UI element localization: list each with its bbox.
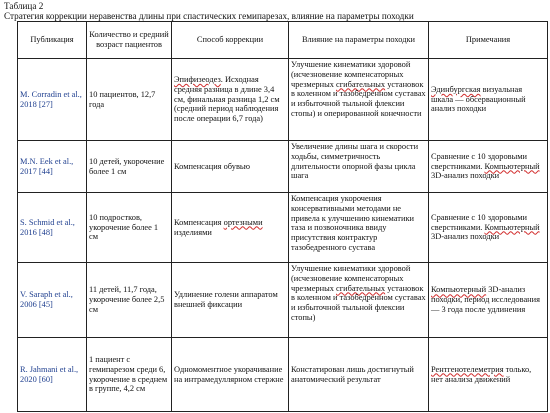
header-publication: Публикация (18, 22, 87, 59)
method-cell: Одномоментное укорачивание на интрамедуллярном стержне (172, 338, 289, 412)
publication-cell[interactable]: V. Saraph et al., 2006 [45] (18, 263, 87, 338)
effect-cell: Увеличение длины шага и скорости ходьбы, симметричность длительности опорной фазы цикла шага (289, 141, 429, 193)
table-title: Стратегия коррекции неравенства длины при спастических гемипарезах, влияние на параметры походки (4, 11, 414, 21)
effect-cell: Улучшение кинематики здоровой (исчезновение компенсаторных чрезмерных сгибательных установок в коленном и тазобедренном суставах и избыточной тыльной флексии стопы) и оперированной конечности (289, 59, 429, 141)
table-caption (4, 1, 414, 21)
patients-cell: 1 пациент с гемипарезом среди 6, укорочение в среднем в группе, 4,2 см (87, 338, 172, 412)
table-row (18, 141, 548, 193)
publication-cell[interactable]: S. Schmid et al., 2016 [48] (18, 193, 87, 263)
table-row (18, 263, 548, 338)
effect-cell: Констатирован лишь достигнутый анатомический результат (289, 338, 429, 412)
header-method: Способ коррекции (172, 22, 289, 59)
patients-cell: 10 детей, укорочение более 1 см (87, 141, 172, 193)
gait-correction-table (17, 21, 548, 412)
method-cell: Эпифизеодез. Исходная средняя разница в длине 3,4 см, финальная разница 1,2 см (средний период наблюдения после операции 6,7 года) (172, 59, 289, 141)
header-notes: Примечания (429, 22, 548, 59)
header-patients: Количество и средний возраст пациентов (87, 22, 172, 59)
patients-cell: 10 пациентов, 12,7 года (87, 59, 172, 141)
notes-cell: Рентгенотелеметрия только, нет анализа движений (429, 338, 548, 412)
table-label: Таблица 2 (4, 1, 44, 11)
notes-cell: Сравнение с 10 здоровыми сверстниками. Компьютерный 3D-анализ походки (429, 141, 548, 193)
notes-cell: Сравнение с 10 здоровыми сверстниками. Компьютерный 3D-анализ походки (429, 193, 548, 263)
patients-cell: 11 детей, 11,7 года, укорочение более 2,5 см (87, 263, 172, 338)
method-cell: Компенсация ортезными изделиями (172, 193, 289, 263)
table-row (18, 338, 548, 412)
publication-cell[interactable]: M. Corradin et al., 2018 [27] (18, 59, 87, 141)
header-row (18, 22, 548, 59)
notes-cell: Эдинбургская визуальная шкала — обсервационный анализ походки (429, 59, 548, 141)
publication-cell[interactable]: R. Jahmani et al., 2020 [60] (18, 338, 87, 412)
method-cell: Удлинение голени аппаратом внешней фиксации (172, 263, 289, 338)
header-effect: Влияние на параметры походки (289, 22, 429, 59)
publication-cell[interactable]: M.N. Eek et al., 2017 [44] (18, 141, 87, 193)
table-row (18, 193, 548, 263)
effect-cell: Компенсация укорочения консервативными методами не привела к улучшению кинематики таза и позвоночника ввиду присутствия контрактур тазобедренного сустава (289, 193, 429, 263)
effect-cell: Улучшение кинематики здоровой (исчезновение компенсаторных чрезмерных сгибательных установок в коленном и тазобедренном суставах и избыточной тыльной флексии стопы) (289, 263, 429, 338)
notes-cell: Компьютерный 3D-анализ походки, период исследования — 3 года после удлинения (429, 263, 548, 338)
table-row (18, 59, 548, 141)
method-cell: Компенсация обувью (172, 141, 289, 193)
patients-cell: 10 подростков, укорочение более 1 см (87, 193, 172, 263)
